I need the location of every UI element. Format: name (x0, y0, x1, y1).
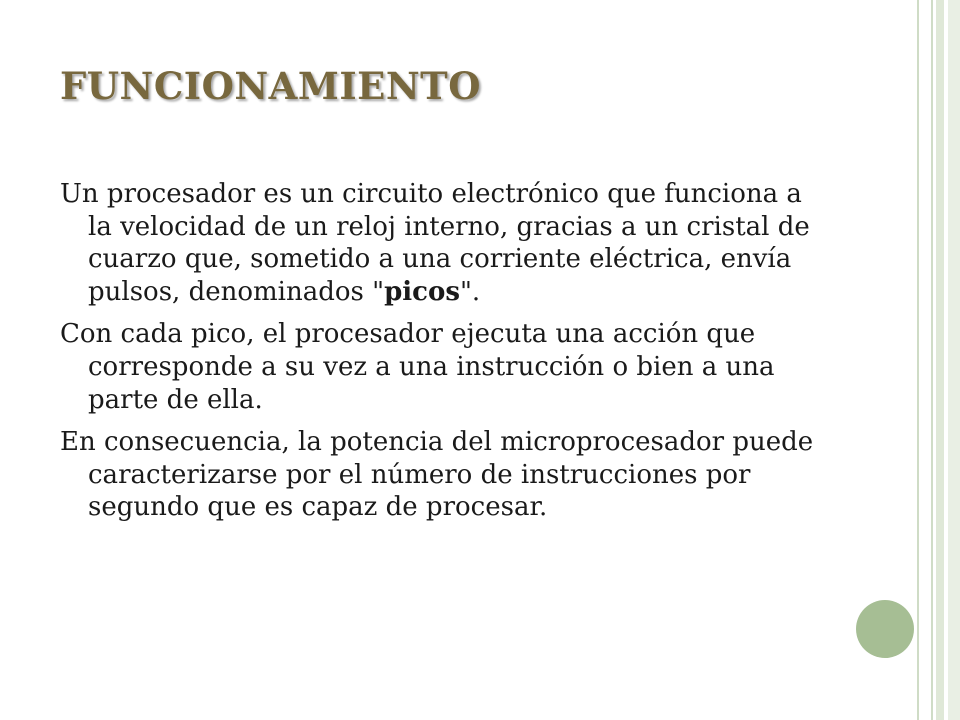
paragraph-1 (60, 178, 830, 308)
slide-body (60, 178, 830, 534)
right-stripe-edge (948, 0, 960, 720)
paragraph-3 (60, 426, 830, 524)
paragraph-2 (60, 318, 830, 416)
right-stripe-outer (917, 0, 933, 720)
paragraph-3-text: En consecuencia, la potencia del microprocesador puede caracterizarse por el número de instrucciones por segundo que es capaz de procesar. (60, 427, 814, 523)
paragraph-1-bold-term: picos (384, 276, 460, 307)
paragraph-2-text: Con cada pico, el procesador ejecuta una acción que corresponde a su vez a una instrucción o bien a una parte de ella. (60, 319, 775, 415)
paragraph-1-end: ". (459, 276, 481, 307)
right-stripe-fill (936, 0, 944, 720)
accent-circle (856, 600, 914, 658)
slide-title: FUNCIONAMIENTO (60, 64, 481, 108)
paragraph-1-text: Un procesador es un circuito electrónico que funciona a la velocidad de un reloj interno, gracias a un cristal de cuarzo que, sometido a una corriente eléctrica, envía pulsos, denominados " (60, 179, 810, 307)
